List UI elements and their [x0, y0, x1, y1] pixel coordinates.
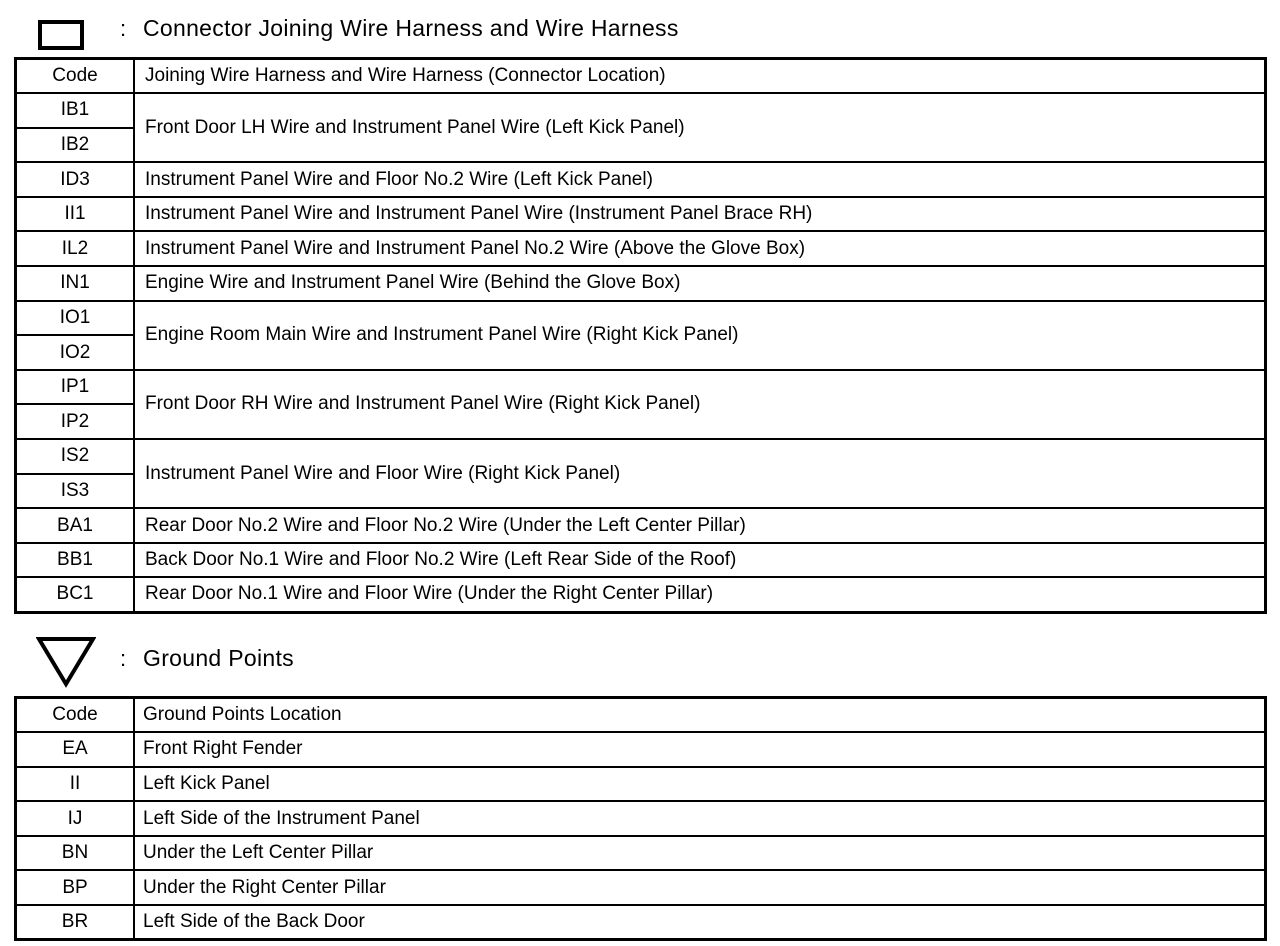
ground-title-colon: :: [120, 646, 127, 671]
connector-header-description: Joining Wire Harness and Wire Harness (Connector Location): [134, 59, 1266, 94]
ground-table-row: [16, 905, 1266, 940]
connector-description-cell: Rear Door No.1 Wire and Floor Wire (Under the Right Center Pillar): [134, 577, 1266, 612]
ground-description-cell: Left Side of the Instrument Panel: [134, 801, 1266, 836]
connector-code-cell: IP1: [16, 370, 135, 405]
connector-code-cell: IL2: [16, 231, 135, 266]
ground-code-cell: BP: [16, 870, 135, 905]
connector-table-row: [16, 93, 1266, 128]
connector-table-row: [16, 508, 1266, 543]
connector-code-cell: IN1: [16, 266, 135, 301]
ground-header-description: Ground Points Location: [134, 698, 1266, 733]
connector-code-cell: IP2: [16, 404, 135, 439]
connector-code-cell: II1: [16, 197, 135, 232]
connector-description-cell: Instrument Panel Wire and Instrument Panel Wire (Instrument Panel Brace RH): [134, 197, 1266, 232]
connector-table-row: [16, 162, 1266, 197]
connector-description-cell: Front Door RH Wire and Instrument Panel Wire (Right Kick Panel): [134, 370, 1266, 439]
connector-description-cell: Instrument Panel Wire and Instrument Panel No.2 Wire (Above the Glove Box): [134, 231, 1266, 266]
ground-description-cell: Left Kick Panel: [134, 767, 1266, 802]
connector-description-cell: Rear Door No.2 Wire and Floor No.2 Wire (Under the Left Center Pillar): [134, 508, 1266, 543]
ground-table-row: [16, 732, 1266, 767]
connector-table-row: [16, 266, 1266, 301]
ground-symbol-icon: [36, 636, 96, 688]
connector-header-code: Code: [16, 59, 135, 94]
connector-code-cell: IB1: [16, 93, 135, 128]
ground-code-cell: BN: [16, 836, 135, 871]
connector-title-colon: :: [120, 16, 127, 41]
ground-table-row: [16, 801, 1266, 836]
ground-table-row: [16, 767, 1266, 802]
connector-section-title: Connector Joining Wire Harness and Wire Harness: [143, 15, 679, 41]
ground-table-row: [16, 870, 1266, 905]
ground-table-body: [16, 698, 1266, 940]
connector-code-cell: IO2: [16, 335, 135, 370]
ground-description-cell: Under the Right Center Pillar: [134, 870, 1266, 905]
ground-code-cell: II: [16, 767, 135, 802]
connector-code-cell: BB1: [16, 543, 135, 578]
connector-description-cell: Instrument Panel Wire and Floor No.2 Wire (Left Kick Panel): [134, 162, 1266, 197]
ground-table-row: [16, 836, 1266, 871]
connector-code-cell: BA1: [16, 508, 135, 543]
connector-code-cell: IS2: [16, 439, 135, 474]
ground-description-cell: Under the Left Center Pillar: [134, 836, 1266, 871]
connector-code-cell: ID3: [16, 162, 135, 197]
connector-description-cell: Back Door No.1 Wire and Floor No.2 Wire (Left Rear Side of the Roof): [134, 543, 1266, 578]
connector-table-body: [16, 59, 1266, 613]
ground-code-cell: IJ: [16, 801, 135, 836]
ground-description-cell: Front Right Fender: [134, 732, 1266, 767]
connector-table-row: [16, 370, 1266, 405]
ground-section-title: Ground Points: [143, 645, 294, 671]
connector-code-cell: BC1: [16, 577, 135, 612]
connector-table-row: [16, 301, 1266, 336]
connector-table-row: [16, 577, 1266, 612]
connector-description-cell: Front Door LH Wire and Instrument Panel Wire (Left Kick Panel): [134, 93, 1266, 162]
connector-code-cell: IS3: [16, 474, 135, 509]
connector-code-cell: IB2: [16, 128, 135, 163]
ground-table-header-row: [16, 698, 1266, 733]
connector-symbol-icon: [38, 20, 84, 50]
ground-description-cell: Left Side of the Back Door: [134, 905, 1266, 940]
connector-table-header-row: [16, 59, 1266, 94]
connector-description-cell: Engine Wire and Instrument Panel Wire (Behind the Glove Box): [134, 266, 1266, 301]
connector-code-cell: IO1: [16, 301, 135, 336]
connector-table: [14, 57, 1267, 614]
ground-header-code: Code: [16, 698, 135, 733]
ground-code-cell: BR: [16, 905, 135, 940]
connector-description-cell: Instrument Panel Wire and Floor Wire (Right Kick Panel): [134, 439, 1266, 508]
connector-table-row: [16, 543, 1266, 578]
connector-table-row: [16, 439, 1266, 474]
connector-table-row: [16, 231, 1266, 266]
connector-table-row: [16, 197, 1266, 232]
ground-points-table: [14, 696, 1267, 941]
ground-code-cell: EA: [16, 732, 135, 767]
connector-description-cell: Engine Room Main Wire and Instrument Panel Wire (Right Kick Panel): [134, 301, 1266, 370]
